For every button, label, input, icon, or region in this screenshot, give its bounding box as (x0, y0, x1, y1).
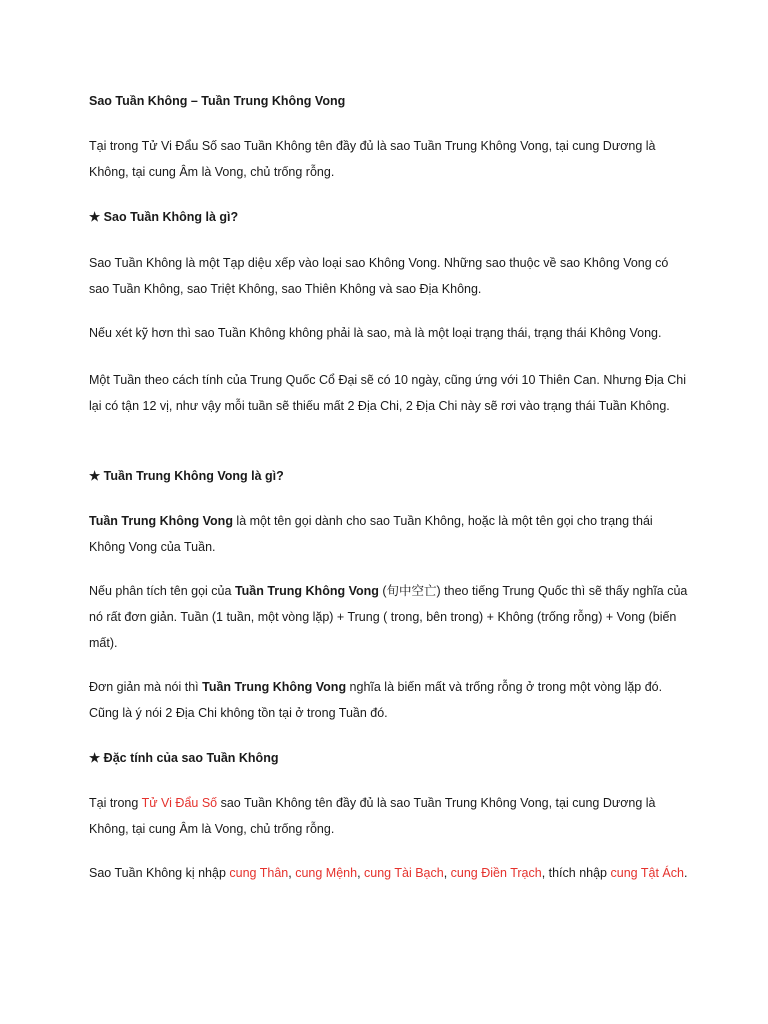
paragraph-text: Đơn giản mà nói thì (89, 680, 203, 694)
document-title: Sao Tuần Không – Tuần Trung Không Vong (89, 94, 346, 108)
bold-term: Tuần Trung Không Vong (89, 514, 233, 528)
section-heading-what-is-tuan-trung-khong-vong: ★ Tuần Trung Không Vong là gì? (89, 469, 284, 483)
link-cung-tat-ach[interactable]: cung Tật Ách (610, 866, 684, 880)
paragraph-intro: Tại trong Tử Vi Đẩu Số sao Tuần Không tên đầy đủ là sao Tuần Trung Không Vong, tại cung Dương là Không, tại cung Âm là Vong, chủ trống rỗng. (89, 139, 656, 179)
paragraph-phan-tich (89, 578, 689, 656)
section-heading-dac-tinh: ★ Đặc tính của sao Tuần Không (89, 751, 279, 765)
separator: , (288, 866, 296, 880)
link-cung-tai-bach[interactable]: cung Tài Bạch (364, 866, 444, 880)
paragraph-tu-vi (89, 790, 689, 842)
bold-term: Tuần Trung Không Vong (234, 584, 379, 598)
separator: , (357, 866, 365, 880)
link-tu-vi-dau-so[interactable]: Tử Vi Đẩu Số (141, 796, 218, 810)
paragraph-ten-goi (89, 508, 689, 560)
paragraph-text: (旬中空亡) theo tiếng Trung Quốc thì sẽ thấy nghĩa của nó rất đơn giản. Tuần (1 tuần, một vòng lặp) + Trung ( trong, bên trong) + Không (trống rỗng) + Vong (biến mất). (89, 584, 688, 650)
paragraph-text: sao Tuần Không tên đầy đủ là sao Tuần Trung Không Vong, tại cung Dương là Không, tại cung Âm là Vong, chủ trống rỗng. (89, 796, 656, 836)
paragraph-text: Tại trong (89, 796, 142, 810)
bold-term: Tuần Trung Không Vong (202, 680, 347, 694)
link-cung-dien-trach[interactable]: cung Điền Trạch (450, 866, 542, 880)
paragraph-tap-dieu: Sao Tuần Không là một Tạp diệu xếp vào loại sao Không Vong. Những sao thuộc về sao Không Vong có sao Tuần Không, sao Triệt Không, sao Thiên Không và sao Địa Không. (89, 256, 669, 296)
paragraph-thien-can-dia-chi: Một Tuần theo cách tính của Trung Quốc Cổ Đại sẽ có 10 ngày, cũng ứng với 10 Thiên Can. Nhưng Địa Chi lại có tận 12 vị, như vậy mỗi tuần sẽ thiếu mất 2 Địa Chi, 2 Địa Chi này sẽ rơi vào trạng thái Tuần Không. (89, 373, 687, 413)
paragraph-ki-nhap (89, 860, 689, 886)
paragraph-text: Sao Tuần Không kị nhập (89, 866, 230, 880)
paragraph-text: là một tên gọi dành cho sao Tuần Không, hoặc là một tên gọi cho trạng thái Không Vong của Tuần. (89, 514, 653, 554)
paragraph-text: nghĩa là biến mất và trống rỗng ở trong một vòng lặp đó. Cũng là ý nói 2 Địa Chi không tồn tại ở trong Tuần đó. (89, 680, 663, 720)
section-heading-what-is-tuan-khong: ★ Sao Tuần Không là gì? (89, 210, 239, 224)
separator: , (443, 866, 451, 880)
link-cung-menh[interactable]: cung Mệnh (295, 866, 358, 880)
paragraph-trang-thai: Nếu xét kỹ hơn thì sao Tuần Không không phải là sao, mà là một loại trạng thái, trạng thái Không Vong. (89, 326, 662, 340)
paragraph-text: Nếu phân tích tên gọi của (89, 584, 235, 598)
paragraph-text: . (683, 866, 688, 880)
paragraph-don-gian (89, 674, 689, 726)
paragraph-text: , thích nhập (541, 866, 611, 880)
link-cung-than[interactable]: cung Thân (229, 866, 289, 880)
